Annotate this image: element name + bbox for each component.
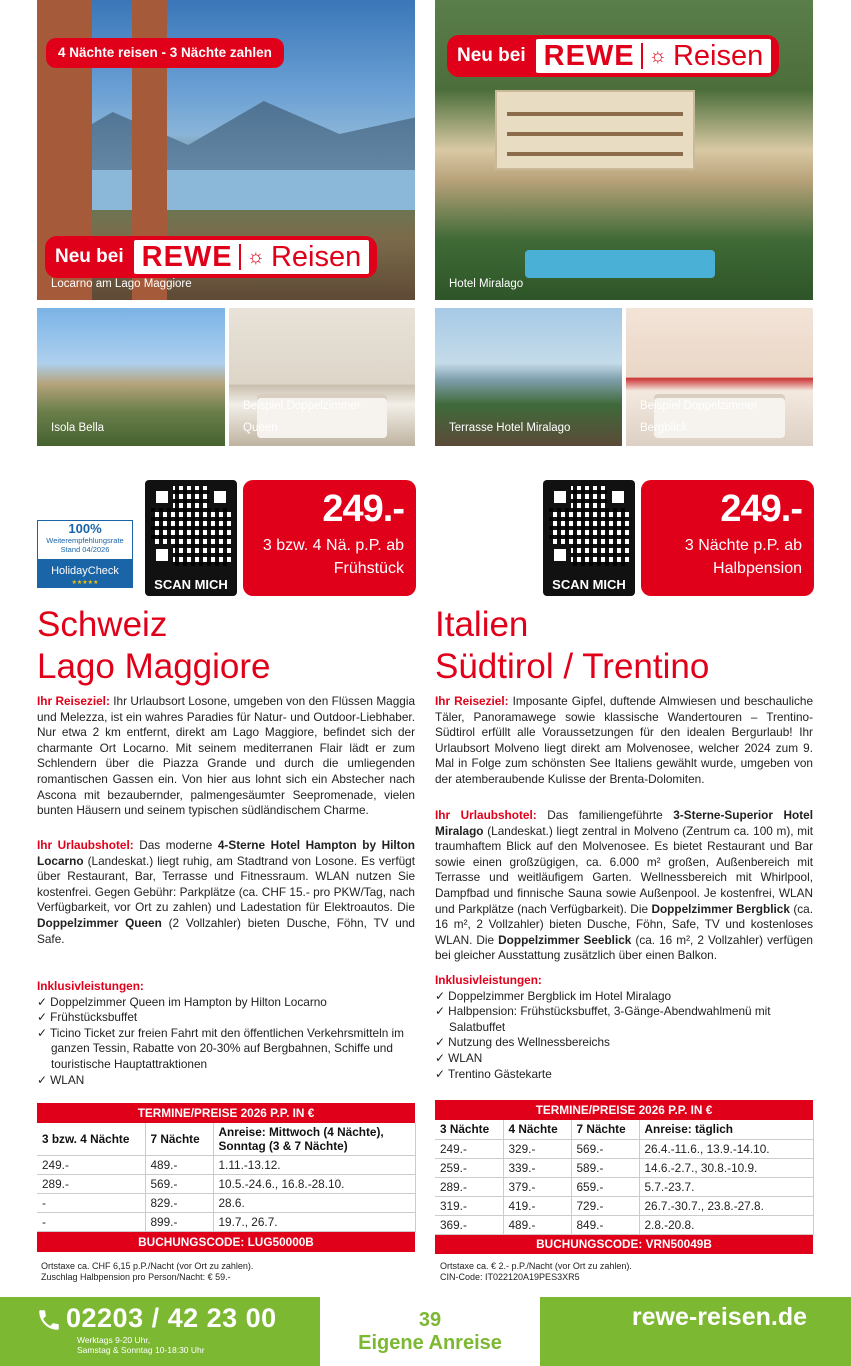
hero-image-locarno	[37, 0, 415, 300]
hero-image-miralago	[435, 0, 813, 300]
destination-text: Ihr Reiseziel: Ihr Urlaubsort Losone, umgeben von den Flüssen Maggia und Melezza, ist ein wahres Paradies für Natur- und Outdoor-Liebhaber. Nur etwa 2 km entfernt, direkt am Lago Maggiore, befindet sich der charmante Ort Locarno. Mit seinem mediterranen Flair lädt er zum Schlendern über die Piazza Grande und durch die umliegenden romantischen Gassen ein. Von hier aus lohnt sich ein Abstecher nach Ascona mit bezaubernder, palmengesäumter Seepromenade, vielen bunten Häusern und seinem typischen südländischem Charme.	[37, 694, 416, 818]
list-item: ✓ Ticino Ticket zur freien Fahrt mit den öffentlichen Verkehrsmitteln im ganzen Tessin, Rabatte von 20-30% auf Bergbahnen, Schiffe und touristische Hauptattraktionen	[37, 1025, 405, 1071]
table-row: 249.- 489.- 1.11.-13.12.	[37, 1156, 416, 1175]
table-row: - 829.- 28.6.	[37, 1194, 416, 1213]
fine-print: Ortstaxe ca. CHF 6,15 p.P./Nacht (vor Ort zu zahlen). Zuschlag Halbpension pro Person/Nacht: € 59.-	[41, 1261, 254, 1282]
holidaycheck-badge: 100% Weiterempfehlungsrate Stand 04/2026 HolidayCheck ★★★★★	[37, 520, 133, 588]
table-row: - 899.- 19.7., 26.7.	[37, 1213, 416, 1232]
sun-icon: ☼	[246, 245, 265, 268]
phone-icon	[36, 1307, 62, 1333]
table-row: 289.- 569.- 10.5.-24.6., 16.8.-28.10.	[37, 1175, 416, 1194]
list-item: ✓ Trentino Gästekarte	[435, 1066, 552, 1081]
inclusive-list: Inklusivleistungen: ✓ Doppelzimmer Bergblick im Hotel Miralago ✓ Halbpension: Frühstücksbuffet, 3-Gänge-Abendwahlmenü mit Salatbuffet ✓ Nutzung des Wellnessbereichs ✓ WLAN ✓ Trentino Gästekarte	[435, 973, 813, 1082]
destination-title: Italien Südtirol / Trentino	[435, 605, 710, 686]
footer	[0, 1297, 851, 1366]
table-row: 289.- 379.- 659.- 5.7.-23.7.	[435, 1177, 814, 1196]
destination-text: Ihr Reiseziel: Imposante Gipfel, duftende Almwiesen und beschauliche Täler, Panoramawege sowie klassische Wandertouren – Trentino-Südtirol erfüllt alle Voraussetzungen für den idealen Bergurlaub! Ihr Urlaubsort Molveno liegt direkt am Molvenosee, welcher 2024 zum 9. Mal in Folge zum schönsten See Italiens gewählt wurde, umgeben von der atemberaubende Kulisse der Brenta-Dolomiten.	[435, 694, 814, 786]
thumb-doppelzimmer-bergblick: Beispiel Doppelzimmer Bergblick	[626, 308, 813, 446]
hero-caption: Hotel Miralago	[449, 278, 524, 290]
fine-print: Ortstaxe ca. € 2.- p.P./Nacht (vor Ort zu zahlen). CIN-Code: IT022120A19PES3XR5	[440, 1261, 632, 1282]
hero-caption: Locarno am Lago Maggiore	[51, 278, 192, 290]
price-table: TERMINE/PREISE 2026 P.P. IN € 3 bzw. 4 Nächte 7 Nächte Anreise: Mittwoch (4 Nächte), Sonntag (3 & 7 Nächte) 249.- 489.- 1.11.-13.12. 289.- 569.- 10.5.-24.6., 16.8.-28.10. - 829.- 28.6. - 899.- 19.7., 26.7. BUCHUNGSCODE: LUG50000B	[37, 1103, 416, 1252]
list-item: ✓ Nutzung des Wellnessbereichs	[435, 1035, 610, 1050]
table-row: 369.- 489.- 849.- 2.8.-20.8.	[435, 1215, 814, 1234]
rewe-reisen-badge: Neu bei REWE ☼ Reisen	[447, 35, 779, 77]
inclusive-list: Inklusivleistungen: ✓ Doppelzimmer Queen im Hampton by Hilton Locarno ✓ Frühstücksbuffet ✓ Ticino Ticket zur freien Fahrt mit den öffentlichen Verkehrsmitteln im ganzen Tessin, Rabatte von 20-30% auf Bergbahnen, Schiffe und touristische Hauptattraktionen ✓ WLAN	[37, 979, 415, 1088]
booking-code: BUCHUNGSCODE: LUG50000B	[37, 1232, 416, 1252]
page-number: 39	[418, 1309, 442, 1331]
list-item: ✓ Halbpension: Frühstücksbuffet, 3-Gänge-Abendwahlmenü mit Salatbuffet	[435, 1004, 771, 1034]
website-link[interactable]: rewe-reisen.de	[631, 1303, 807, 1331]
qr-code[interactable]: SCAN MICH	[145, 480, 237, 596]
phone-number[interactable]: 02203 / 42 23 00	[66, 1303, 277, 1333]
list-item: ✓ WLAN	[435, 1050, 483, 1065]
promo-badge: 4 Nächte reisen - 3 Nächte zahlen	[46, 38, 284, 68]
opening-hours: Werktags 9-20 Uhr, Samstag & Sonntag 10-18:30 Uhr	[77, 1335, 205, 1355]
destination-title: Schweiz Lago Maggiore	[37, 605, 271, 686]
table-row: 249.- 329.- 569.- 26.4.-11.6., 13.9.-14.10.	[435, 1139, 814, 1158]
thumb-terrasse: Terrasse Hotel Miralago	[435, 308, 622, 446]
list-item: ✓ WLAN	[37, 1072, 85, 1087]
price-box: 249.- 3 Nächte p.P. ab Halbpension	[641, 480, 814, 596]
list-item: ✓ Doppelzimmer Bergblick im Hotel Miralago	[435, 988, 672, 1003]
table-row: 319.- 419.- 729.- 26.7.-30.7., 23.8.-27.8.	[435, 1196, 814, 1215]
hotel-text: Ihr Urlaubshotel: Das familiengeführte 3-Sterne-Superior Hotel Miralago (Landeskat.) liegt zentral in Molveno (Zentrum ca. 100 m), mit traumhaftem Blick auf den Molvenosee. Es bietet Restaurant und Bar sowie einen großzügigen, ca. 6.000 m² großen, Außenbereich mit Terrasse und weitläufigem Garten. Wellnessbereich mit Whirlpool, Dampfbad und finnische Sauna sowie Außenpool. Je kostenfrei, WLAN und Parkplätze (nach Verfügbarkeit). Die Doppelzimmer Bergblick (ca. 16 m², 2 Vollzahler) bieten Dusche, Föhn, Safe, TV und kostenloses WLAN. Die Doppelzimmer Seeblick (ca. 16 m², 2 Vollzahler) verfügen bei gleicher Ausstattung zusätzlich über einen Balkon.	[435, 808, 814, 963]
sun-icon: ☼	[648, 44, 667, 67]
qr-code[interactable]: SCAN MICH	[543, 480, 635, 596]
thumb-doppelzimmer-queen: Beispiel Doppelzimmer Queen	[229, 308, 415, 446]
table-row: 259.- 339.- 589.- 14.6.-2.7., 30.8.-10.9.	[435, 1158, 814, 1177]
price-box: 249.- 3 bzw. 4 Nä. p.P. ab Frühstück	[243, 480, 416, 596]
booking-code: BUCHUNGSCODE: VRN50049B	[435, 1234, 814, 1254]
rewe-reisen-badge: Neu bei REWE ☼ Reisen	[45, 236, 377, 278]
section-title: Eigene Anreise	[358, 1332, 502, 1354]
star-icons: ★★★★★	[71, 580, 99, 586]
list-item: ✓ Doppelzimmer Queen im Hampton by Hilton Locarno	[37, 994, 327, 1009]
price-table: TERMINE/PREISE 2026 P.P. IN € 3 Nächte 4 Nächte 7 Nächte Anreise: täglich 249.- 329.- 569.- 26.4.-11.6., 13.9.-14.10. 259.- 339.- 589.- 14.6.-2.7., 30.8.-10.9. 289.- 379.- 659.- 5.7.-23.7. 319.- 419.- 729.- 26.7.-30.7., 23.8.-27.8. 369.- 489.- 849.- 2.8.-20.8. BUCHUNGSCODE: VRN50049B	[435, 1100, 814, 1254]
hotel-text: Ihr Urlaubshotel: Das moderne 4-Sterne Hotel Hampton by Hilton Locarno (Landeskat.) liegt ruhig, am Stadtrand von Losone. Es verfügt über Restaurant, Bar, Terrasse und Fitnessraum. WLAN nutzen Sie kostenfrei. Gegen Gebühr: Parkplätze (ca. CHF 15.- pro PKW/Tag, nach Verfügbarkeit, vor Ort zu zahlen) und Ladestation für Elektroautos. Die Doppelzimmer Queen (2 Vollzahler) bieten Dusche, Föhn, TV und Safe.	[37, 838, 416, 946]
thumb-isola-bella: Isola Bella	[37, 308, 225, 446]
list-item: ✓ Frühstücksbuffet	[37, 1010, 138, 1025]
